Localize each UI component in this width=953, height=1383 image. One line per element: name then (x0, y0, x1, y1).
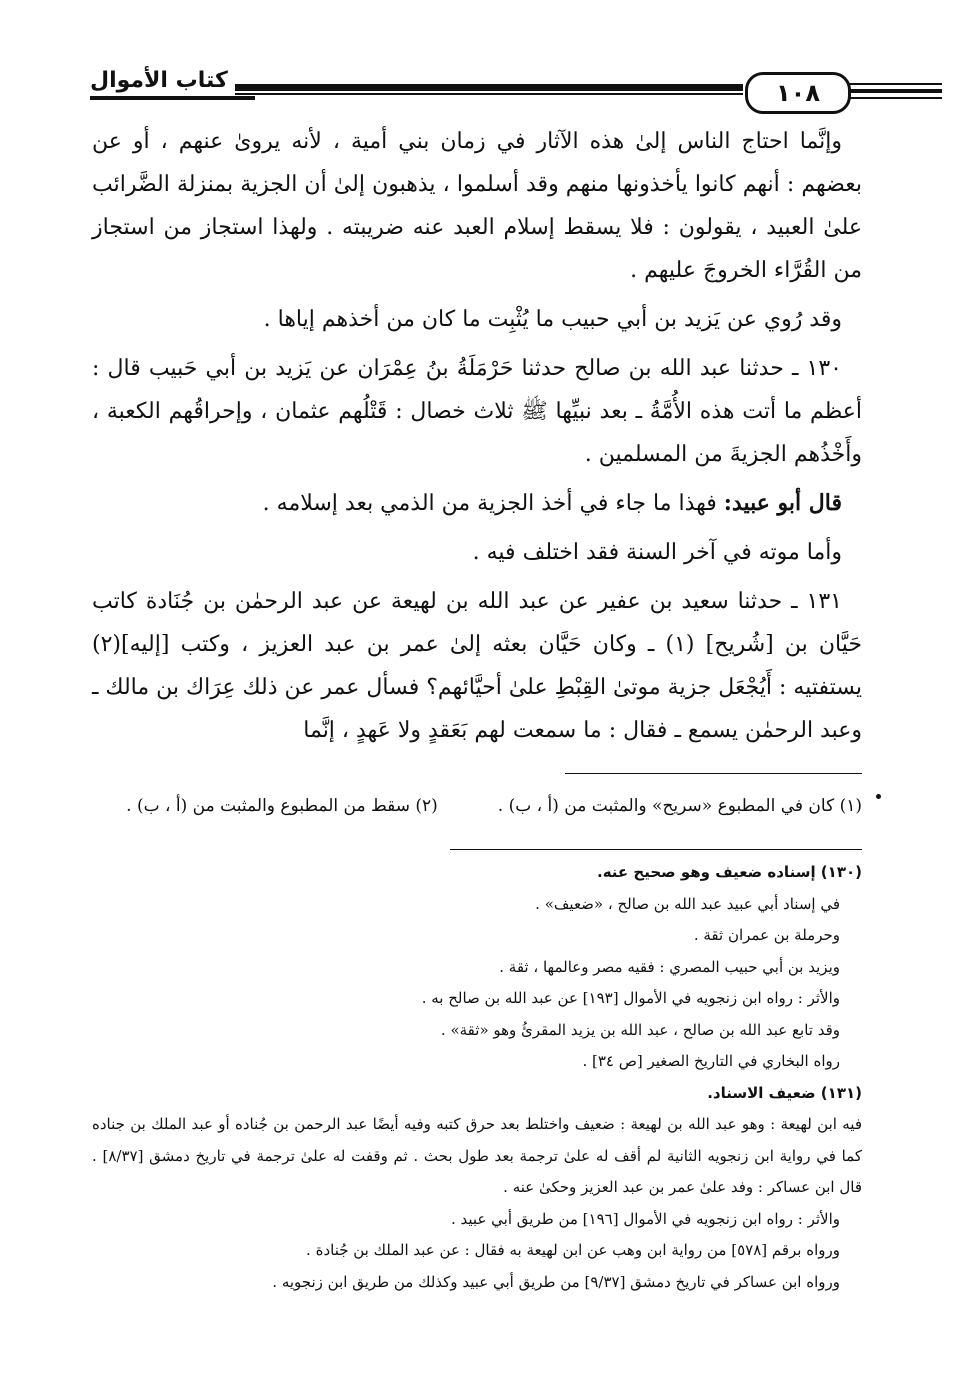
bullet-mark (876, 794, 881, 799)
header-rule (235, 93, 743, 95)
commentary-line: وحرملة بن عمران ثقة . (693, 926, 840, 944)
footnote: (١) كان في المطبوع «سريح» والمثبت من (أ ، ب) . (497, 796, 862, 816)
speaker-label: قال أبو عبيد: (723, 490, 842, 516)
header-rule (235, 84, 743, 91)
header-rule (848, 83, 942, 85)
footnote: (٢) سقط من المطبوع والمثبت من (أ ، ب) . (126, 796, 438, 816)
commentary-line: في إسناد أبي عبيد عبد الله بن صالح ، «ضعيف» . (535, 894, 840, 913)
page-number: ١٠٨ (745, 72, 851, 114)
commentary-heading: (١٣٠) إسناده ضعيف وهو صحيح عنه. (597, 863, 862, 881)
commentary-line: والأثر : رواه ابن زنجويه في الأموال [١٩٣] عن عبد الله بن صالح به . (421, 989, 840, 1007)
paragraph-text: فهذا ما جاء في أخذ الجزية من الذمي بعد إسلامه . (262, 491, 717, 516)
header-rule (848, 89, 942, 93)
page-header (80, 62, 860, 112)
main-text (92, 120, 862, 758)
commentary-line: ورواه ابن عساكر في تاريخ دمشق [٩/٣٧] من طريق أبي عبيد وكذلك من طريق ابن زنجويه . (272, 1272, 840, 1291)
footnotes (92, 792, 862, 820)
footnote-separator (565, 773, 862, 774)
commentary-heading: (١٣١) ضعيف الاسناد. (707, 1083, 862, 1102)
commentary (92, 857, 862, 1298)
paragraph: وقد رُوي عن يَزيد بن أبي حبيب ما يُثْبِت ما كان من أخذهم إياها . (263, 307, 842, 332)
paragraph-abu-ubaid (92, 482, 862, 525)
commentary-line: والأثر : رواه ابن زنجويه في الأموال [١٩٦] من طريق أبي عبيد . (450, 1209, 840, 1228)
paragraph: ١٣٠ ـ حدثنا عبد الله بن صالح حدثنا حَرْمَلَةُ بنُ عِمْرَان عن يَزيد بن أبي حَبيب قال : أعظم ما أتت هذه الأُمَّةُ ـ بعد نبيِّها ﷺ ثلاث خصال : قَتْلُهم عثمان ، وإحراقُهم الكعبة ، وأَخْذُهم الجزيةَ من المسلمين . (92, 356, 862, 467)
paragraph: وأما موته في آخر السنة فقد اختلف فيه . (472, 540, 842, 565)
paragraph: وإنَّما احتاج الناس إلىٰ هذه الآثار في زمان بني أمية ، لأنه يروىٰ عنهم ، أو عن بعضهم : أنهم كانوا يأخذونها منهم وقد أسلموا ، يذهبون إلىٰ أن الجزية بمنزلة الضَّرائب علىٰ العبيد ، يقولون : فلا يسقط إسلام العبد عنه ضريبته . ولهذا استجاز من استجاز من القُرَّاء الخروجَ عليهم . (92, 129, 862, 283)
commentary-separator (450, 849, 862, 850)
commentary-line: فيه ابن لهيعة : وهو عبد الله بن لهيعة : ضعيف واختلط بعد حرق كتبه وفيه أيضًا عبد الرحمن بن جُناده أو عبد الملك بن جناده كما في رواية ابن زنجويه الثانية لم أقف له علىٰ ترجمة بعد طول بحث . ثم وقفت له علىٰ ترجمة في تاريخ دمشق [٨/٣٧] . قال ابن عساكر : وفد علىٰ عمر بن عبد العزيز وحكىٰ عنه . (92, 1115, 862, 1196)
book-title: كتاب الأموال (90, 68, 228, 93)
commentary-line: رواه البخاري في التاريخ الصغير [ص ٣٤] . (582, 1052, 840, 1070)
header-rule (848, 97, 942, 99)
commentary-line: ورواه برقم [٥٧٨] من رواية ابن وهب عن ابن لهيعة به فقال : عن عبد الملك بن جُنادة . (306, 1241, 840, 1259)
commentary-line: ويزيد بن أبي حبيب المصري : فقيه مصر وعالمها ، ثقة . (499, 957, 840, 976)
header-rule (90, 96, 255, 100)
commentary-line: وقد تابع عبد الله بن صالح ، عبد الله بن يزيد المقرئُ وهو «ثقة» . (440, 1020, 840, 1039)
paragraph: ١٣١ ـ حدثنا سعيد بن عفير عن عبد الله بن لهيعة عن عبد الرحمٰن بن جُنَادة كاتب حَيَّان بن [شُريح] (١) ـ وكان حَيَّان بعثه إلىٰ عمر بن عبد العزيز ، وكتب [إليه](٢) يستفتيه : أَيُجْعَل جزية موتىٰ القِبْطِ علىٰ أحيَّائهم؟ فسأل عمر عن ذلك عِرَاك بن مالك ـ وعبد الرحمٰن يسمع ـ فقال : ما سمعت لهم بَعَقدٍ ولا عَهدٍ ، إنَّما (91, 589, 862, 743)
